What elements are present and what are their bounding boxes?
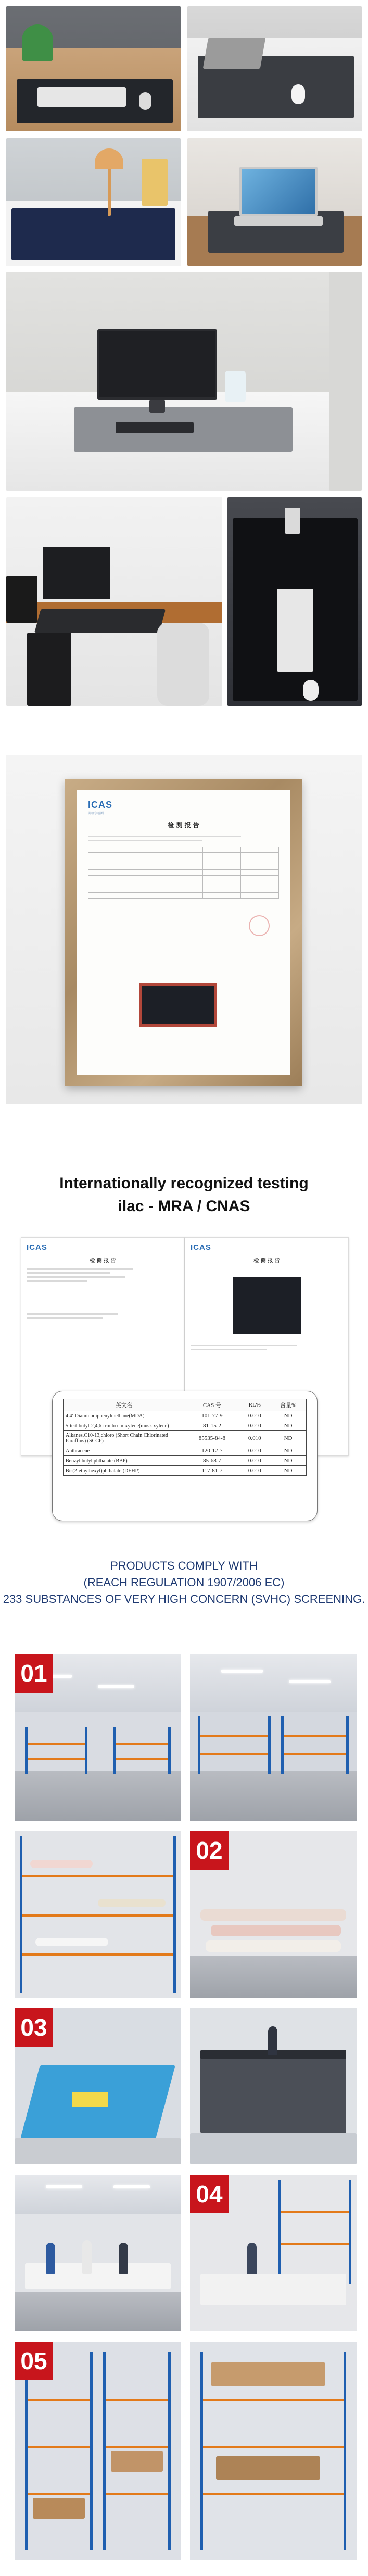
factory-photo-cutting-2 bbox=[190, 2008, 357, 2164]
substance-content: ND bbox=[270, 1456, 307, 1466]
product-photo-laptop-desk bbox=[187, 6, 362, 131]
certificate-text-line bbox=[88, 836, 241, 837]
certificate-result-table bbox=[88, 847, 279, 899]
substance-row bbox=[64, 1446, 307, 1456]
substance-rl: 0.010 bbox=[239, 1466, 270, 1476]
substance-rl: 0.010 bbox=[239, 1421, 270, 1431]
substance-rl: 0.010 bbox=[239, 1411, 270, 1421]
substance-name: Alkanes,C10-13,chloro (Short Chain Chlorinated Paraffins) (SCCP) bbox=[64, 1431, 185, 1446]
report-text-line bbox=[27, 1280, 87, 1282]
certificate-logo-text: ICAS bbox=[88, 800, 113, 810]
substance-content: ND bbox=[270, 1431, 307, 1446]
factory-badge-05: 05 bbox=[15, 2342, 53, 2380]
factory-badge-03: 03 bbox=[15, 2008, 53, 2047]
report-text-line bbox=[27, 1268, 133, 1270]
header-content: 含量% bbox=[270, 1399, 307, 1411]
product-photo-keyboard-desk bbox=[6, 6, 181, 131]
substance-row bbox=[64, 1466, 307, 1476]
factory-badge-02: 02 bbox=[190, 1831, 229, 1870]
compliance-line3: 233 SUBSTANCES OF VERY HIGH CONCERN (SVHC) SCREENING. bbox=[3, 1592, 365, 1606]
substance-row bbox=[64, 1411, 307, 1421]
report-right-title: 检 测 报 告 bbox=[253, 1258, 280, 1264]
compliance-line1: PRODUCTS COMPLY WITH bbox=[110, 1559, 258, 1572]
testing-heading-line2: ilac - MRA / CNAS bbox=[118, 1198, 250, 1215]
certificate-sample-photo bbox=[139, 983, 217, 1027]
header-rl: RL% bbox=[239, 1399, 270, 1411]
certificate-logo bbox=[88, 800, 279, 815]
substance-row bbox=[64, 1421, 307, 1431]
report-sample-photo bbox=[233, 1277, 301, 1334]
substance-content: ND bbox=[270, 1411, 307, 1421]
product-photo-lamp-desk bbox=[6, 138, 181, 266]
substance-name: 5-tert-butyl-2,4,6-trinitro-m-xylene(musk xylene) bbox=[64, 1421, 185, 1431]
substance-cas: 120-12-7 bbox=[185, 1446, 239, 1456]
substance-row bbox=[64, 1456, 307, 1466]
factory-badge-01: 01 bbox=[15, 1654, 53, 1693]
substance-name: Benzyl butyl phthalate (BBP) bbox=[64, 1456, 185, 1466]
report-text-line bbox=[27, 1276, 125, 1278]
factory-photo-workshop-1 bbox=[15, 2175, 181, 2331]
substance-table bbox=[63, 1399, 307, 1476]
report-left-logo: ICAS bbox=[27, 1243, 47, 1252]
substance-cas: 85-68-7 bbox=[185, 1456, 239, 1466]
certificate-title: 检 测 报 告 bbox=[168, 822, 199, 829]
report-text-line bbox=[27, 1313, 118, 1315]
testing-heading-line1: Internationally recognized testing bbox=[59, 1175, 309, 1192]
certificate-document bbox=[77, 790, 290, 1075]
factory-photo-racks-2 bbox=[190, 2342, 357, 2560]
substance-cas: 85535-84-8 bbox=[185, 1431, 239, 1446]
factory-photo-roll-storage-1 bbox=[15, 1831, 181, 1998]
testing-heading bbox=[0, 1172, 368, 1218]
certificate-logo-subtitle: 英格尔检测 bbox=[88, 812, 104, 815]
substance-table-header bbox=[64, 1399, 307, 1411]
report-text-line bbox=[27, 1272, 110, 1274]
factory-photo-warehouse-2 bbox=[190, 1654, 357, 1821]
substance-rl: 0.010 bbox=[239, 1431, 270, 1446]
header-cas: CAS 号 bbox=[185, 1399, 239, 1411]
substance-name: Bis(2-ethylhexyl)phthalate (DEHP) bbox=[64, 1466, 185, 1476]
compliance-line2: (REACH REGULATION 1907/2006 EC) bbox=[83, 1576, 285, 1589]
compliance-statement bbox=[0, 1558, 368, 1608]
certificate-frame bbox=[65, 779, 302, 1086]
substance-content: ND bbox=[270, 1446, 307, 1456]
substance-cas: 117-81-7 bbox=[185, 1466, 239, 1476]
substance-content: ND bbox=[270, 1421, 307, 1431]
substance-content: ND bbox=[270, 1466, 307, 1476]
substance-cas: 101-77-9 bbox=[185, 1411, 239, 1421]
substance-test-callout bbox=[52, 1391, 318, 1521]
product-photo-office-desk bbox=[6, 497, 222, 706]
substance-name: 4,4'-Diaminodiphenylmethane(MDA) bbox=[64, 1411, 185, 1421]
product-photo-keyboard-mat bbox=[227, 497, 362, 706]
product-photo-laptop-mat bbox=[187, 138, 362, 266]
substance-rl: 0.010 bbox=[239, 1456, 270, 1466]
report-text-line bbox=[27, 1317, 103, 1319]
header-english-name: 英文名 bbox=[64, 1399, 185, 1411]
factory-badge-04: 04 bbox=[190, 2175, 229, 2213]
substance-rl: 0.010 bbox=[239, 1446, 270, 1456]
report-text-line bbox=[191, 1349, 267, 1350]
substance-row bbox=[64, 1431, 307, 1446]
report-left-title: 检 测 报 告 bbox=[90, 1258, 116, 1264]
substance-cas: 81-15-2 bbox=[185, 1421, 239, 1431]
certificate-stamp bbox=[249, 915, 270, 936]
substance-name: Anthracene bbox=[64, 1446, 185, 1456]
certificate-text-line bbox=[88, 840, 202, 841]
report-text-line bbox=[191, 1345, 297, 1346]
product-photo-monitor-desk bbox=[6, 272, 362, 491]
report-right-logo: ICAS bbox=[191, 1243, 211, 1252]
